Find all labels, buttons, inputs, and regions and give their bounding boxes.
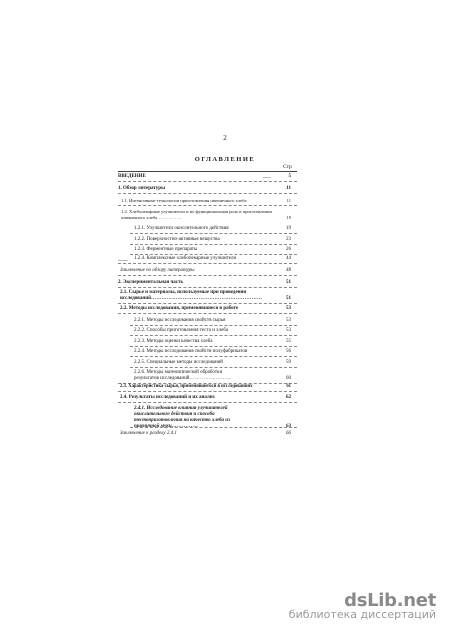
toc-entry-text: Заключение по обзору литературы (120, 268, 195, 273)
toc-entry-page: 62 (286, 395, 291, 400)
toc-entry-text: 2.2.1. Методы исследования свойств сырья (134, 318, 226, 323)
toc-entry-page: 55 (286, 339, 291, 344)
toc-entry-text: 1.2.2. Поверхностно-активные вещества (134, 237, 220, 242)
toc-entry (120, 268, 290, 274)
section-divider (118, 313, 297, 314)
toc-entry-text: 1.2.1. Улучшители окислительного действия (134, 226, 229, 231)
watermark (289, 590, 436, 621)
toc-entry (121, 198, 290, 204)
page-column-header: Стр (283, 164, 292, 170)
toc-entry-text: 2.4. Результаты исследований и их анализ (120, 395, 215, 400)
toc-entry-page: 48 (286, 268, 291, 273)
section-divider (118, 263, 297, 264)
toc-entry (134, 349, 290, 355)
section-divider (130, 346, 297, 347)
section-divider (130, 233, 297, 234)
section-divider (118, 193, 297, 194)
toc-entry (134, 226, 290, 232)
toc-entry-text: 1.2.3. Ферментные препараты (134, 247, 198, 252)
toc-entry (120, 384, 290, 390)
section-divider (118, 391, 297, 392)
toc-entry-text: 2.1. Сырье и материалы, используемые при проведении исследований (120, 290, 247, 301)
toc-entry (120, 395, 290, 401)
toc-entry: 2.4.1. Исследование влияния улучшителей окислительного действия и способа тестоприготовления на качество хлеба из пшеничной муки…………… 63 (134, 406, 291, 429)
toc-entry (134, 237, 290, 243)
toc-entry-text: 1.2. Хлебопекарные улучшители и их функциональная роль в приготовлении пшеничного хлеба (121, 209, 272, 220)
toc-entry-text: 2.2.2. Способы приготовления теста и хлеба (134, 328, 229, 333)
section-divider (130, 427, 297, 428)
toc-entry-text: 1. Обзор литературы (118, 186, 165, 191)
toc-title: ОГЛАВЛЕНИЕ (194, 156, 256, 163)
toc-entry (118, 280, 290, 286)
section-divider (130, 244, 297, 245)
toc-entry-text: ВВЕДЕНИЕ (118, 174, 146, 179)
toc-entry-page: 53 (286, 328, 291, 333)
page-number: 2 (223, 134, 227, 142)
section-divider (118, 205, 297, 206)
toc-entry-page: 53 (286, 306, 291, 311)
section-divider (118, 402, 297, 403)
toc-entry-text: 1.1. Интенсивные технологии приготовления пшеничного хлеба (121, 198, 247, 203)
toc-entry-text: 2.3. Характеристика сырья, применявшегося в исследованиях (120, 384, 253, 389)
toc-entry-page: 11 (286, 198, 291, 203)
watermark-logo-ds: ds (344, 590, 368, 611)
toc-entry-page: 66 (286, 431, 291, 436)
toc-entry-page: 11 (286, 186, 291, 191)
toc-entry (134, 256, 290, 262)
toc-entry-page: 53 (286, 318, 291, 323)
toc-entry-text: 2.2.3. Методы оценки качества хлеба (134, 339, 213, 344)
toc-entry-text: 2.2.4. Методы исследования свойств полуфабрикатов (134, 349, 248, 354)
toc-entry-page: 56 (286, 349, 291, 354)
section-divider (130, 254, 297, 255)
toc-entry-page: 60 (286, 376, 291, 381)
section-divider (130, 325, 297, 326)
toc-entry: 2.2.6. Методы математической обработки результатов исследований…………………… 60 (134, 370, 291, 381)
toc-entry (120, 306, 290, 312)
toc-entry-text: 2.2.6. Методы математической обработки результатов исследований (134, 370, 223, 381)
watermark-logo-lib: Lib.net (367, 590, 436, 611)
section-divider (118, 275, 297, 276)
toc-entry-text: 2. Экспериментальная часть (118, 280, 184, 285)
toc-entry-page: 19 (286, 226, 291, 231)
toc-entry-page: 51 (286, 280, 291, 285)
toc-entry-text: 2.2.5. Специальные методы исследований (134, 360, 223, 365)
toc-entry-page: 26 (286, 247, 291, 252)
section-divider (118, 303, 297, 304)
toc-entry-page: 19 (286, 215, 291, 220)
toc-entry: 2.1. Сырье и материалы, используемые при проведении исследований……………………………………………………… 51 (120, 290, 291, 301)
toc-entry-page: 51 (286, 296, 291, 301)
toc-entry (134, 328, 290, 334)
section-divider (118, 181, 297, 182)
toc-entry-page: 61 (286, 384, 291, 389)
section-divider (130, 367, 297, 368)
toc-entry (134, 247, 290, 253)
toc-entry: 1.2. Хлебопекарные улучшители и их функциональная роль в приготовлении пшеничного хлеба…………… 19 (121, 209, 291, 220)
toc-entry-page: 5 (288, 174, 291, 179)
section-divider (118, 287, 297, 288)
toc-entry-page: 63 (286, 424, 291, 429)
watermark-subtitle: библиотека диссертаций (288, 608, 436, 621)
section-divider (130, 356, 297, 357)
toc-entry-page: 44 (286, 256, 291, 261)
toc-entry-text: Заключение к разделу 2.4.1 (120, 431, 177, 436)
toc-entry-text: 2.2. Методы исследования, применявшиеся в работе (120, 306, 239, 311)
section-divider (130, 335, 297, 336)
toc-entry (134, 339, 290, 345)
toc-entry (134, 318, 290, 324)
toc-entry-text: 2.4.1. Исследование влияния улучшителей окислительного действия и способа тестоприготовления на качество хлеба из пшеничной муки (134, 406, 231, 429)
toc-entry (118, 174, 290, 180)
toc-entry (134, 360, 290, 366)
toc-entry-page: 59 (286, 360, 291, 365)
toc-entry-page: 23 (286, 237, 291, 242)
toc-entry-text: 1.2.4. Комплексные хлебопекарные улучшители (134, 256, 237, 261)
toc-entry (118, 186, 290, 192)
toc-entry (120, 431, 290, 437)
